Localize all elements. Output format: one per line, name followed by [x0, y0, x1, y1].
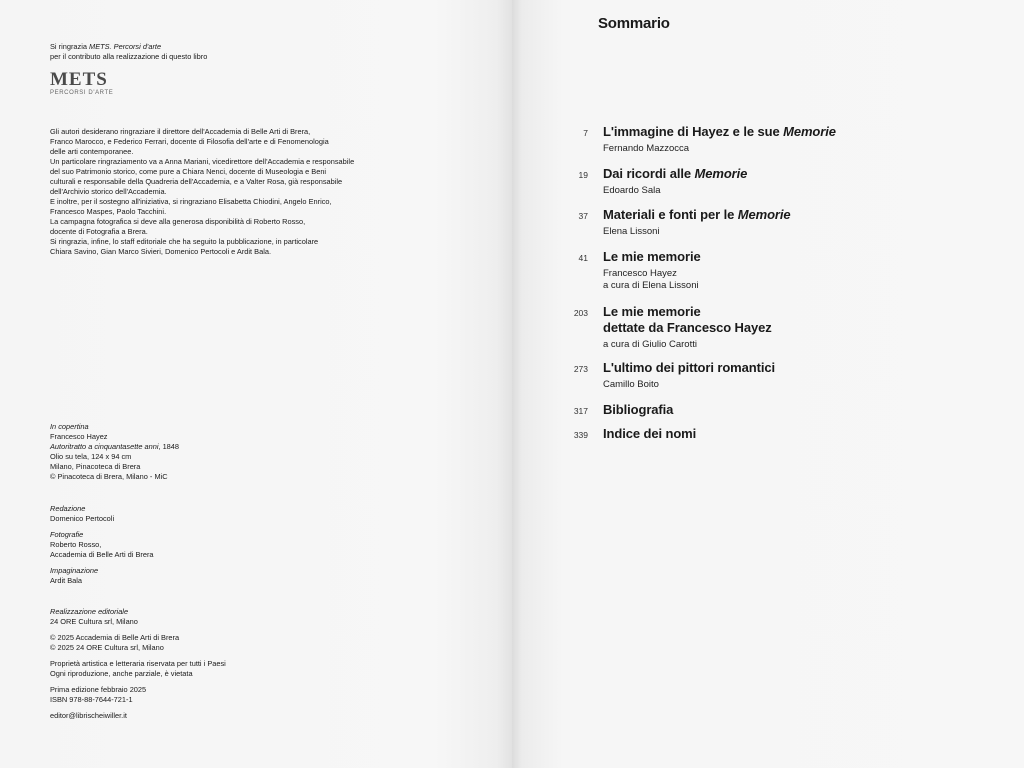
credit-role: Fotografie [50, 530, 84, 539]
cover-medium: Olio su tela, 124 x 94 cm [50, 452, 132, 461]
publisher-email: editor@librischeiwiller.it [50, 711, 127, 720]
toc-page-number: 7 [583, 128, 588, 138]
cover-title: Autoritratto a cinquantasette anni [50, 442, 159, 451]
credit-name: Ardit Bala [50, 576, 83, 585]
credit-role: Impaginazione [50, 566, 99, 575]
toc-entry-title-line-2: dettate da Francesco Hayez [603, 320, 772, 335]
ack-line: del suo Patrimonio storico, come pure a Chiara Nenci, docente di Museologia e Beni [50, 167, 327, 176]
logo-word: METS [50, 69, 108, 90]
rights-line: Ogni riproduzione, anche parziale, è vietata [50, 669, 193, 678]
ack-line: La campagna fotografica si deve alla generosa disponibilità di Roberto Rosso, [50, 217, 306, 226]
ack-line: Chiara Savino, Gian Marco Sivieri, Domenico Pertocoli e Ardit Bala. [50, 247, 271, 256]
mets-logo [50, 70, 113, 97]
toc-entry-author: Edoardo Sala [603, 185, 661, 196]
publisher-info [50, 607, 226, 727]
toc-entry-author: Fernando Mazzocca [603, 143, 690, 154]
toc-page-number: 273 [573, 364, 588, 374]
cover-rights: © Pinacoteca di Brera, Milano - MiC [50, 472, 168, 481]
toc-page-number: 339 [573, 430, 588, 440]
toc-entry-title: Le mie memorie [603, 249, 701, 264]
toc-entry-editor: a cura di Elena Lissoni [603, 280, 699, 291]
toc-entry-title: L'immagine di Hayez e le sue Memorie [603, 124, 836, 139]
thanks-brand: METS. Percorsi d'arte [89, 42, 162, 51]
credit-name: Accademia di Belle Arti di Brera [50, 550, 154, 559]
ack-line: E inoltre, per il sostegno all'iniziativa, si ringraziano Elisabetta Chiodini, Angelo Enrico, [50, 197, 332, 206]
thanks-note [50, 42, 207, 62]
toc-page-number: 203 [573, 308, 588, 318]
toc-entry-author: Elena Lissoni [603, 226, 660, 237]
toc-entry-title: Indice dei nomi [603, 426, 697, 441]
credit-name: Roberto Rosso, [50, 540, 102, 549]
copyright-line: © 2025 24 ORE Cultura srl, Milano [50, 643, 164, 652]
cover-year: , 1848 [158, 442, 180, 451]
toc-page-number: 19 [578, 170, 588, 180]
cover-location: Milano, Pinacoteca di Brera [50, 462, 141, 471]
credit-fotografie [50, 530, 154, 560]
toc-entry-author: Camillo Boito [603, 379, 659, 390]
acknowledgements [50, 127, 354, 257]
toc-title: Sommario [598, 15, 670, 32]
credit-impaginazione [50, 566, 154, 586]
ack-line: Francesco Maspes, Paolo Tacchini. [50, 207, 167, 216]
ack-line: delle arti contemporanee. [50, 147, 134, 156]
publisher-name: 24 ORE Cultura srl, Milano [50, 617, 138, 626]
cover-artist: Francesco Hayez [50, 432, 108, 441]
ack-line: docente di Fotografia a Brera. [50, 227, 148, 236]
logo-subtitle: PERCORSI D'ARTE [50, 90, 114, 96]
toc-entry-author: a cura di Giulio Carotti [603, 339, 697, 350]
toc-entry-title: Le mie memorie [603, 304, 701, 319]
ack-line: Franco Marocco, e Federico Ferrari, docente di Filosofia dell'arte e di Fenomenologia [50, 137, 329, 146]
rights-line: Proprietà artistica e letteraria riservata per tutti i Paesi [50, 659, 226, 668]
credit-redazione [50, 504, 154, 524]
publisher-label: Realizzazione editoriale [50, 607, 129, 616]
toc-entry-title: Bibliografia [603, 402, 674, 417]
ack-line: Si ringrazia, infine, lo staff editoriale che ha seguito la pubblicazione, in particolare [50, 237, 319, 246]
toc-entry-title: Dai ricordi alle Memorie [603, 166, 748, 181]
ack-line: Gli autori desiderano ringraziare il direttore dell'Accademia di Belle Arti di Brera, [50, 127, 311, 136]
credits [50, 504, 154, 592]
isbn-line: ISBN 978-88-7644-721-1 [50, 695, 133, 704]
toc-page-number: 317 [573, 406, 588, 416]
credit-role: Redazione [50, 504, 86, 513]
ack-line: culturali e responsabile della Quadreria dell'Accademia, e a Valter Rosa, già responsabile [50, 177, 343, 186]
thanks-prefix: Si ringrazia [50, 42, 90, 51]
copyright-line: © 2025 Accademia di Belle Arti di Brera [50, 633, 180, 642]
toc-page-number: 37 [578, 211, 588, 221]
toc-entry-title: Materiali e fonti per le Memorie [603, 207, 791, 222]
cover-label: In copertina [50, 422, 89, 431]
ack-line: dell'Archivio storico dell'Accademia. [50, 187, 167, 196]
cover-credit [50, 422, 179, 482]
ack-line: Un particolare ringraziamento va a Anna Mariani, vicedirettore dell'Accademia e responsabile [50, 157, 355, 166]
toc-entry-title: L'ultimo dei pittori romantici [603, 360, 775, 375]
edition-line: Prima edizione febbraio 2025 [50, 685, 147, 694]
toc-entry-author: Francesco Hayez [603, 268, 677, 279]
credit-name: Domenico Pertocoli [50, 514, 115, 523]
thanks-line-2: per il contributo alla realizzazione di questo libro [50, 52, 208, 61]
toc-page-number: 41 [578, 253, 588, 263]
